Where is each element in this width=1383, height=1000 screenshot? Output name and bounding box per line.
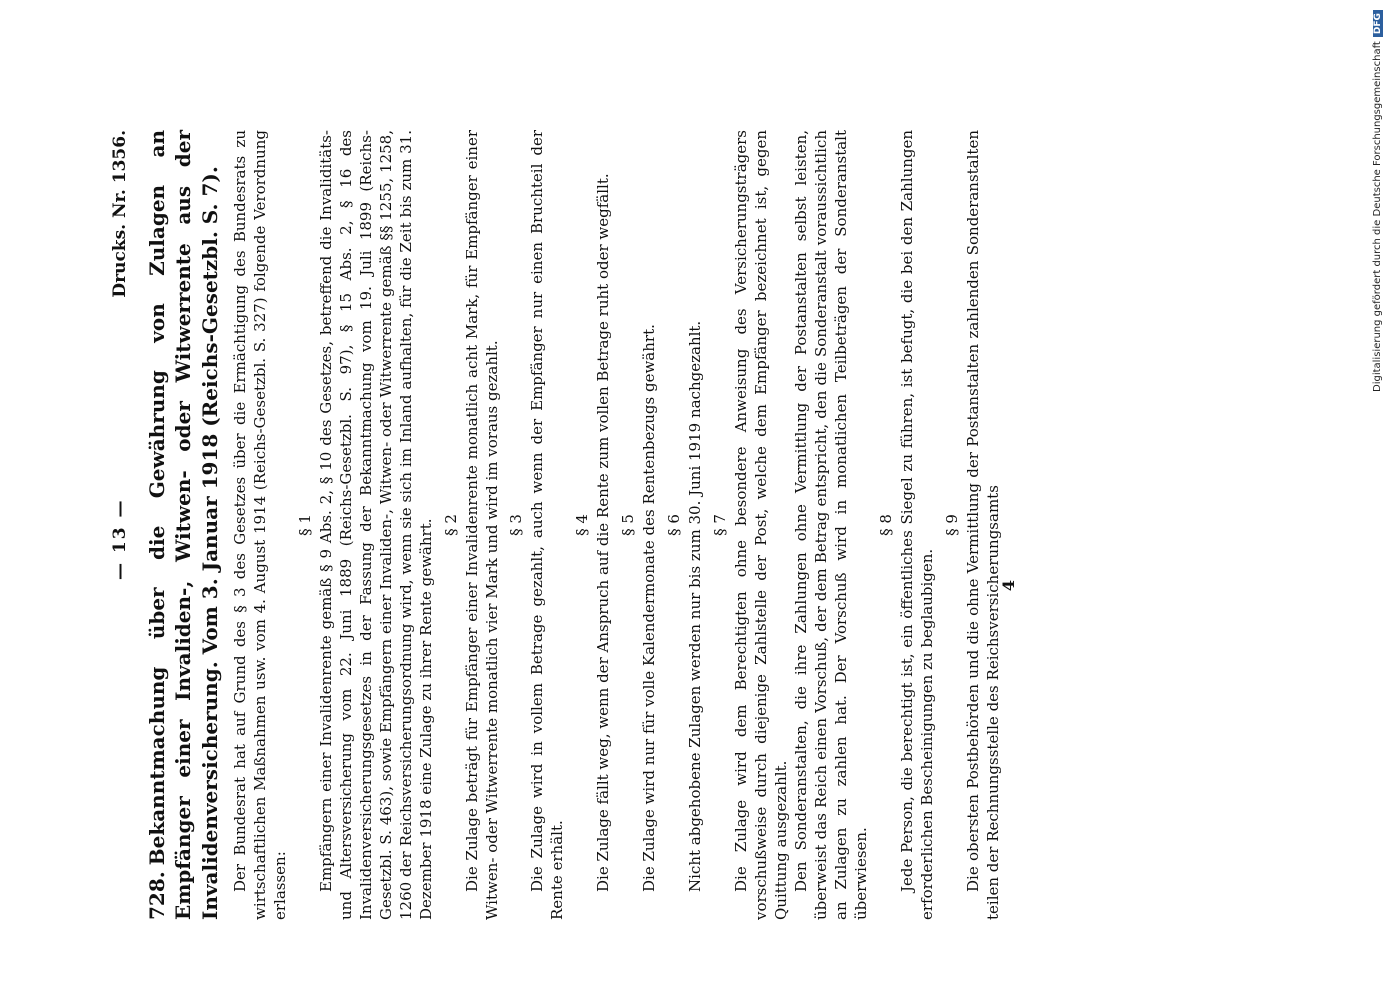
title-text: Bekanntmachung über die Gewährung von Zulagen an Empfänger einer Invaliden-, Witwen- oder Witwerrente aus der Invalidenversicherung. Vom 3. Januar 1918 (Reichs-Gesetzbl. S. 7). [145,130,222,920]
page-number: — 13 — [110,498,130,580]
section-label: § 4 [573,514,592,536]
section-text: Die Zulage fällt weg, wenn der Anspruch auf die Rente zum vollen Betrage ruht oder wegfällt. [594,173,613,892]
section-label: § 2 [441,514,460,536]
section-label: § 5 [619,514,638,536]
preamble: Der Bundesrat hat auf Grund des § 3 des Gesetzes über die Ermächtigung des Bundesrats zu wirtschaftlichen Maßnahmen usw. vom 4. August 1914 (Reichs-Gesetzbl. S. 327) folgende Verordnung erlassen: [231,130,290,920]
print-reference: Drucks. Nr. 1356. [110,130,130,298]
section-text: Die obersten Postbehörden und die ohne Vermittlung der Postanstalten zahlenden Sonderanstalten teilen der Rechnungsstelle des Reichsversicherungsamts [963,130,1002,920]
section-label: § 6 [665,514,684,536]
dfg-logo: DFG [1373,10,1383,37]
section-text: Empfängern einer Invalidenrente gemäß § 9 Abs. 2, § 10 des Gesetzes, betreffend die Invaliditäts- und Altersversicherung vom 22. Juni 1889 (Reichs-Gesetzbl. S. 97), § 15 Abs. 2, § 16 des Invalidenversicherungsgesetzes in der Fassung der Bekanntmachung vom 19. Juli 1899 (Reichs-Gesetzbl. S. 463), sowie Empfängern einer Invaliden-, Witwen- oder Witwerrente gemäß §§ 1255, 1258, 1260 der Reichsversicherungsordnung wird, wenn sie sich im Inland aufhalten, für die Zeit bis zum 31. Dezember 1918 eine Zulage zu ihrer Rente gewährt. [316,130,435,920]
section-label: § 9 [942,514,961,536]
section-label: § 7 [711,514,730,536]
section-text: Nicht abgehobene Zulagen werden nur bis zum 30. Juni 1919 nachgezahlt. [686,320,705,892]
section-text-continued: Den Sonderanstalten, die ihre Zahlungen ohne Vermittlung der Postanstalten selbst leisten, überweist das Reich einen Vorschuß, der dem Betrag entspricht, den die Sonderanstalt voraussichtlich an Zulagen zu zahlen hat. Der Vorschuß wird in monatlichen Teilbeträgen der Sonderanstalt überwiesen. [791,130,870,920]
digitization-credit [1372,10,1383,392]
section-label: § 3 [507,514,526,536]
document-title [144,130,223,920]
section-label: § 8 [876,514,895,536]
document-page [110,130,1220,920]
section-label: § 1 [295,514,314,536]
page-header [110,130,130,920]
sheet-signature-mark: 4 [999,580,1019,592]
section-text: Die Zulage wird nur für volle Kalendermonate des Rentenbezugs gewährt. [640,324,659,892]
section-text: Die Zulage wird dem Berechtigten ohne besondere Anweisung des Versicherungsträgers vorschußweise durch diejenige Zahlstelle der Post, welche dem Empfänger bezeichnet ist, gegen Quittung ausgezahlt. [732,130,791,920]
title-number: 728. [145,871,169,920]
credit-text: Digitalisierung gefördert durch die Deutsche Forschungsgemeinschaft [1372,41,1383,392]
section-text: Die Zulage beträgt für Empfänger einer Invalidenrente monatlich acht Mark, für Empfänger einer Witwen- oder Witwerrente monatlich vier Mark und wird im voraus gezahlt. [462,130,501,920]
section-text: Die Zulage wird in vollem Betrage gezahlt, auch wenn der Empfänger nur einen Bruchteil der Rente erhält. [528,130,567,920]
section-text: Jede Person, die berechtigt ist, ein öffentliches Siegel zu führen, ist befugt, die bei den Zahlungen erforderlichen Bescheinigungen zu beglaubigen. [897,130,936,920]
